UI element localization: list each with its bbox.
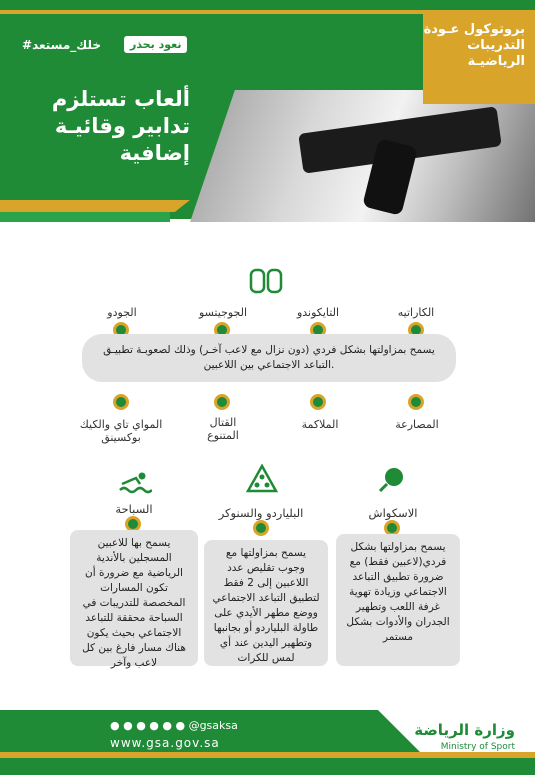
top-stripe [0,0,535,10]
card-dot [253,520,269,536]
sport-dot [113,394,129,410]
gold-ribbon [0,200,190,212]
green-ribbon [0,212,170,222]
page-title: ألعاب تستلزم تدابير وقائيـة إضافية [51,87,190,165]
website-link[interactable]: www.gsa.gov.sa [110,736,220,750]
header-divider [0,222,535,262]
sport-label-boxing: الملاكمة [301,418,339,431]
ministry-emblem-icon: ✿ [371,722,393,752]
campaign-tag: نعود بحذر [124,36,187,53]
swimming-icon [115,470,155,503]
sport-label-judo: الجودو [107,306,137,319]
card-label-swimming: السباحة [115,502,153,516]
ministry-name-ar: وزارة الرياضة [414,721,515,739]
squash-ball-icon [372,464,412,501]
sport-dot [214,394,230,410]
ministry-name [414,722,515,756]
sport-label-karate: الكاراتيه [397,306,435,319]
boxing-gloves-icon [246,266,286,305]
sport-dot [408,394,424,410]
social-handle[interactable]: @gsaksa [188,719,238,732]
sport-label-wrestling: المصارعة [395,418,439,431]
card-label-billiards: البلياردو والسنوكر [218,506,304,520]
hashtag: #خلك_مستعد [22,38,102,52]
ministry-name-en: Ministry of Sport [440,742,515,752]
sport-dot [310,394,326,410]
billiard-triangle-icon [242,464,282,501]
social-icons: ● ● ● ● ● ● [110,719,186,732]
card-label-squash: الاسكواش [368,506,418,520]
sport-label-mma: القتال المتنوع [207,416,239,442]
card-text-swimming: يسمح بها للاعبين المسجلين بالأندية الرياضية مع ضرورة أن تكون المسارات المخصصة للتدريبات في السباحة محققة للتباعد الاجتماعي بحيث يكون هناك مسار فارغ بين كل لاعب وآخر [70,530,198,666]
card-text-billiards: يسمح بمزاولتها مع وجوب تقليص عدد اللاعبين إلى 2 فقط لتطبيق التباعد الاجتماعي ووضع مطهر الأيدي على طاولة البلياردو أو بجانبها وتطهير اليدين عند أي لمس للكرات [204,540,328,666]
sport-label-muay-thai: المواي تاي والكيك بوكسينق [79,418,163,444]
footer-bottom-stripe [0,758,535,775]
social-icons-row [110,719,238,732]
sport-label-taekwondo: التايكوندو [296,306,340,319]
card-text-squash: يسمح بمزاولتها بشكل فردي(لاعبين فقط) مع ضرورة تطبيق التباعد الاجتماعي وزيادة تهوية غرفة اللعب وتطهير الجدران والأدوات بشكل مستمر [336,534,460,666]
sport-label-jujitsu: الجوجيتسو [198,306,248,319]
protocol-badge: بروتوكول عـودة التدريبات الرياضيـة [423,14,535,104]
martial-arts-description: يسمح بمزاولتها بشكل فردي (دون نزال مع لاعب آخـر) وذلك لصعوبـة تطبيـق التباعد الاجتماعي بين اللاعبين. [82,334,456,382]
